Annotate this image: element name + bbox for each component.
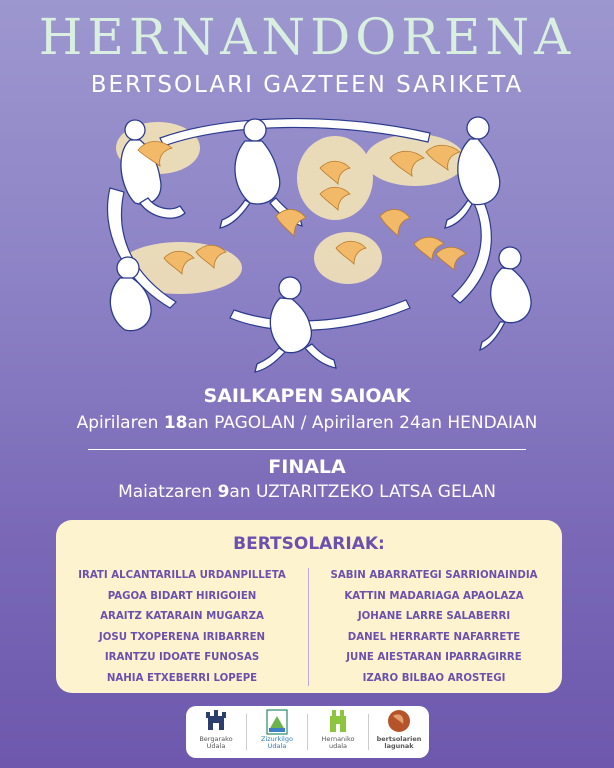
dancers-illustration: [80, 108, 540, 378]
bertsolari-name: JOSU TXOPERENA IRIBARREN: [98, 631, 266, 643]
finala-heading: FINALA: [268, 456, 346, 478]
zizurkil-logo: [247, 706, 307, 758]
bertsolari-name: JUNE AIESTARAN IPARRAGIRRE: [346, 652, 522, 663]
bergara-logo: [186, 706, 246, 758]
finala-date: [0, 482, 614, 502]
bertsolari-name: NAHIA ETXEBERRI LOPEPE: [106, 672, 258, 684]
bertsolari-name: IRATI ALCANTARILLA URDANPILLETA: [78, 570, 286, 581]
sailkapen-dates: [0, 413, 614, 433]
bertsolariak-right-column: [314, 566, 554, 689]
divider-line: [88, 449, 526, 450]
bertsolari-name: JOHANE LARRE SALABERRI: [357, 611, 511, 622]
finala-date-num: 9: [217, 482, 230, 502]
zizurkil-caption: Zizurkilgo Udala: [261, 735, 293, 750]
sailkapen-date-num: 18: [163, 413, 188, 433]
bertsolari-name: SABIN ABARRATEGI SARRIONAINDIA: [330, 570, 538, 581]
sponsor-logos: [186, 706, 429, 758]
bertsolariak-panel: [56, 520, 562, 693]
finala-date-pre: Maiatzaren: [118, 482, 218, 502]
bertsolarien-lagunak-logo: [369, 706, 429, 758]
bertsolariak-left-column: [62, 566, 302, 689]
bergara-caption: Bergarako Udala: [199, 735, 233, 750]
poster-subtitle: BERTSOLARI GAZTEEN SARIKETA: [90, 72, 524, 98]
sailkapen-date-post: an PAGOLAN / Apirilaren 24an HENDAIAN: [187, 413, 538, 433]
bertsolari-name: ARAITZ KATARAIN MUGARZA: [100, 611, 264, 622]
hernani-logo: [308, 706, 368, 758]
bertsolari-name: DANEL HERRARTE NAFARRETE: [347, 631, 521, 643]
bertsolari-name: KATTIN MADARIAGA APAOLAZA: [344, 590, 524, 602]
bertsolari-name: IZARO BILBAO AROSTEGI: [362, 672, 506, 684]
bertsolariak-heading: BERTSOLARIAK:: [233, 534, 385, 554]
sailkapen-date-pre: Apirilaren: [76, 413, 164, 433]
bertsolarien-lagunak-caption: bertsolarien lagunak: [376, 735, 422, 750]
hernani-caption: Hernaniko udala: [321, 735, 355, 750]
sailkapen-heading: SAILKAPEN SAIOAK: [203, 385, 411, 407]
finala-date-post: an UZTARITZEKO LATSA GELAN: [229, 482, 496, 502]
poster-title: HERNANDORENA: [38, 8, 576, 66]
bertsolari-name: PAGOA BIDART HIRIGOIEN: [107, 590, 257, 602]
bertsolari-name: IRANTZU IDOATE FUNOSAS: [104, 652, 260, 663]
column-divider: [308, 568, 309, 686]
